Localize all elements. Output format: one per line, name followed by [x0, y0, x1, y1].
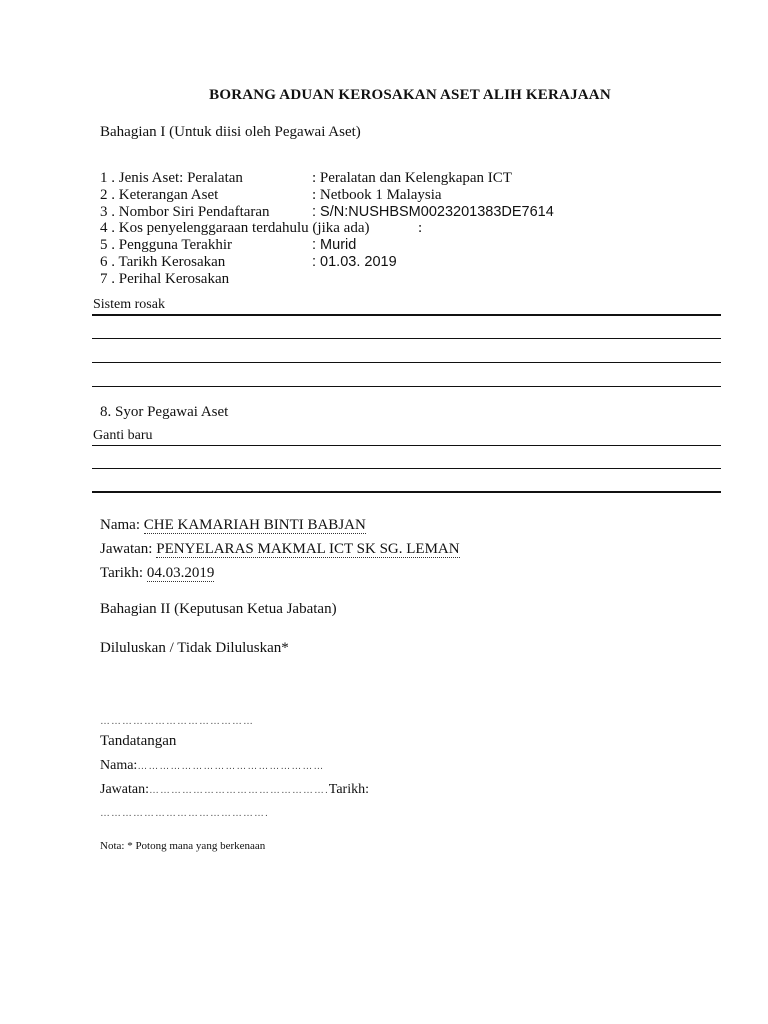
item-5-value: : Murid	[312, 237, 357, 253]
officer-date-row	[100, 565, 214, 582]
officer-date-label: Tarikh:	[100, 565, 144, 581]
hod-date-label: Tarikh:	[328, 782, 369, 797]
officer-name-label: Nama:	[100, 517, 140, 533]
item-6-value: : 01.03. 2019	[312, 254, 397, 270]
hod-position-row	[100, 781, 369, 798]
section1-heading: Bahagian I (Untuk diisi oleh Pegawai Aset)	[100, 124, 361, 140]
recommendation-text: Ganti baru	[93, 428, 153, 443]
hod-position-label: Jawatan:	[100, 782, 149, 797]
recommendation-line-1	[92, 445, 721, 446]
item-3-label: 3 . Nombor Siri Pendaftaran	[100, 204, 270, 220]
note-text: Nota: * Potong mana yang berkenaan	[100, 840, 266, 852]
damage-line-3	[92, 362, 721, 363]
item-1-label: 1 . Jenis Aset: Peralatan	[100, 170, 243, 186]
item-2-value: : Netbook 1 Malaysia	[312, 187, 442, 203]
item-1-value: : Peralatan dan Kelengkapan ICT	[312, 170, 512, 186]
hod-name-label: Nama:	[100, 758, 138, 773]
section2-heading: Bahagian II (Keputusan Ketua Jabatan)	[100, 601, 337, 617]
recommendation-line-2	[92, 468, 721, 469]
officer-position-value: PENYELARAS MAKMAL ICT SK SG. LEMAN	[156, 541, 460, 557]
item-3-value: : S/N:NUSHBSM0023201383DE7614	[312, 204, 554, 220]
damage-line-1	[92, 314, 721, 316]
officer-position-row	[100, 541, 460, 558]
recommendation-line-3	[92, 491, 721, 493]
item-5-label: 5 . Pengguna Terakhir	[100, 237, 232, 253]
hod-date-dots: ……………………………………….	[100, 808, 269, 819]
damage-line-2	[92, 338, 721, 339]
decision-text: Diluluskan / Tidak Diluluskan*	[100, 640, 289, 656]
officer-name-value: CHE KAMARIAH BINTI BABJAN	[143, 517, 366, 533]
officer-date-value: 04.03.2019	[146, 565, 215, 581]
signature-label: Tandatangan	[100, 733, 177, 749]
item-8-label: 8. Syor Pegawai Aset	[100, 404, 229, 420]
item-4-value: :	[418, 220, 423, 236]
damage-line-4	[92, 386, 721, 387]
item-7-label: 7 . Perihal Kerosakan	[100, 271, 230, 287]
damage-description: Sistem rosak	[93, 297, 165, 312]
officer-position-label: Jawatan:	[100, 541, 153, 557]
hod-name-row	[100, 757, 324, 774]
item-6-label: 6 . Tarikh Kerosakan	[100, 254, 226, 270]
hod-name-dots: ……………………………………………	[137, 761, 325, 772]
item-2-label: 2 . Keterangan Aset	[100, 187, 219, 203]
officer-name-row	[100, 517, 366, 534]
hod-position-dots: ………………………………………….	[148, 785, 329, 796]
item-4-label: 4 . Kos penyelenggaraan terdahulu (jika ada)	[100, 220, 370, 236]
form-title: BORANG ADUAN KEROSAKAN ASET ALIH KERAJAAN	[209, 87, 611, 103]
signature-dotted-line: ……………………………………	[100, 716, 254, 727]
